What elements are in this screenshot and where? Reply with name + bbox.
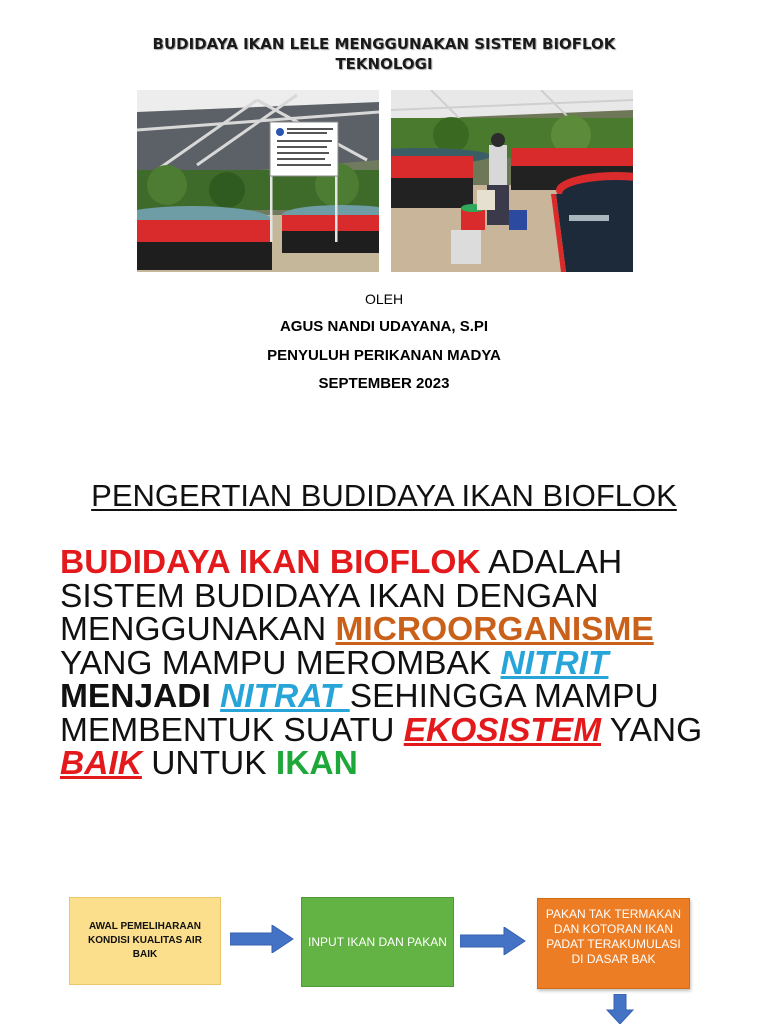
term-nitrit: NITRIT xyxy=(500,644,609,682)
term-menjadi: MENJADI xyxy=(60,678,221,715)
slide-title xyxy=(0,34,768,74)
definition-line-1 xyxy=(60,546,760,580)
flow-step-waste-accumulation: PAKAN TAK TERMAKAN DAN KOTORAN IKAN PADAT TERAKUMULASI DI DASAR BAK xyxy=(537,898,690,989)
slide-title-line-2: TEKNOLOGI xyxy=(335,55,433,73)
definition-line-2: SISTEM BUDIDAYA IKAN DENGAN xyxy=(60,577,599,615)
flow-step-initial-water-quality: AWAL PEMELIHARAAN KONDISI KUALITAS AIR BAIK xyxy=(69,897,221,985)
definition-title: PENGERTIAN BUDIDAYA IKAN BIOFLOK xyxy=(91,478,677,513)
definition-text-fragment: ADALAH xyxy=(480,544,623,581)
term-budidaya-ikan-bioflok: BUDIDAYA IKAN BIOFLOK xyxy=(60,544,481,581)
definition-line-5 xyxy=(60,680,760,714)
term-ikan: IKAN xyxy=(275,745,358,782)
definition-line-7 xyxy=(60,747,760,781)
by-label: OLEH xyxy=(364,291,404,307)
definition-text-fragment: UNTUK xyxy=(141,745,276,782)
definition-text-fragment: YANG MAMPU MEROMBAK xyxy=(60,644,501,682)
definition-text-fragment: YANG xyxy=(601,711,703,749)
slide-title-line-1: BUDIDAYA IKAN LELE MENGGUNAKAN SISTEM BIOFLOK xyxy=(152,35,616,53)
down-arrow-icon xyxy=(606,994,634,1024)
definition-line-4 xyxy=(60,644,760,682)
author-name: AGUS NANDI UDAYANA, S.PI xyxy=(279,318,489,335)
term-baik: BAIK xyxy=(60,745,142,782)
credits xyxy=(0,290,768,404)
definition-text-fragment: SEHINGGA MAMPU xyxy=(349,678,659,715)
definition-line-3 xyxy=(60,613,760,647)
right-arrow-icon xyxy=(230,925,294,953)
term-microorganisme: MICROORGANISME xyxy=(335,611,654,648)
right-arrow-icon xyxy=(460,927,526,955)
pond-photo-right xyxy=(391,90,633,272)
author-position: PENYULUH PERIKANAN MADYA xyxy=(267,346,501,364)
term-nitrat: NITRAT xyxy=(220,678,350,715)
definition-text-fragment: MENGGUNAKAN xyxy=(60,611,336,648)
definition-text xyxy=(60,546,760,781)
definition-line-6 xyxy=(60,711,760,749)
term-ekosistem: EKOSISTEM xyxy=(403,711,602,749)
presentation-date: SEPTEMBER 2023 xyxy=(318,375,450,392)
flow-step-input-fish-feed: INPUT IKAN DAN PAKAN xyxy=(301,897,454,987)
pond-photo-left xyxy=(137,90,379,272)
definition-text-fragment: MEMBENTUK SUATU xyxy=(60,711,404,749)
